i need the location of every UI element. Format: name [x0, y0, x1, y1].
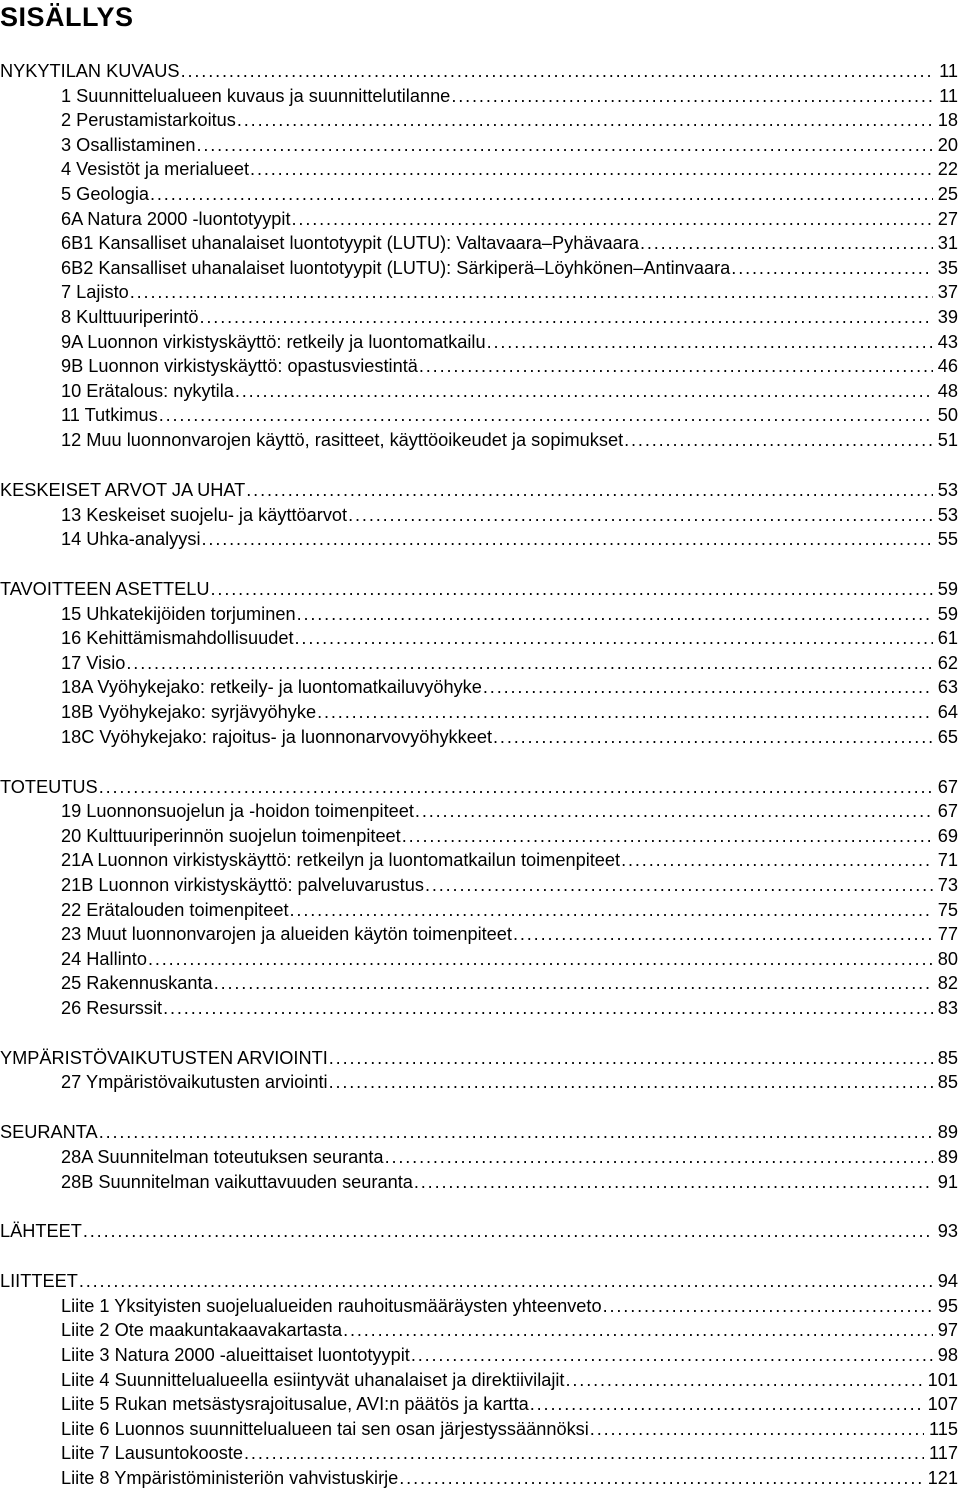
- toc-page-number: 69: [937, 826, 958, 846]
- toc-dot-leader: [295, 626, 933, 650]
- toc-page-number: 75: [937, 900, 958, 920]
- toc-entry-title: Liite 8 Ympäristöministeriön vahvistuskirje: [61, 1468, 399, 1488]
- toc-page-number: 63: [937, 677, 958, 697]
- toc-dot-leader: [329, 1046, 933, 1070]
- toc-page-number: 55: [937, 529, 958, 549]
- toc-dot-leader: [181, 59, 935, 83]
- toc-entry-title: 14 Uhka-analyysi: [61, 529, 201, 549]
- toc-entry-title: 23 Muut luonnonvarojen ja alueiden käytön toimenpiteet: [61, 924, 512, 944]
- toc-entry-title: LIITTEET: [0, 1271, 78, 1291]
- toc-dot-leader: [196, 133, 932, 157]
- toc-dot-leader: [624, 428, 933, 452]
- toc-subsection-link[interactable]: [61, 1392, 958, 1416]
- toc-dot-leader: [731, 256, 932, 280]
- toc-entry-title: 22 Erätalouden toimenpiteet: [61, 900, 289, 920]
- toc-page-number: 43: [937, 332, 958, 352]
- toc-entry-title: 17 Visio: [61, 653, 126, 673]
- toc-subsection-link[interactable]: [61, 626, 958, 650]
- toc-subsection-link[interactable]: [61, 182, 958, 206]
- toc-subsection-link[interactable]: [61, 1294, 958, 1318]
- toc-dot-leader: [211, 577, 933, 601]
- toc-subsection-link[interactable]: [61, 231, 958, 255]
- toc-entry-title: YMPÄRISTÖVAIKUTUSTEN ARVIOINTI: [0, 1048, 328, 1068]
- toc-entry-title: 19 Luonnonsuojelun ja -hoidon toimenpiteet: [61, 801, 414, 821]
- toc-entry-title: 28A Suunnitelman toteutuksen seuranta: [61, 1147, 384, 1167]
- toc-dot-leader: [317, 700, 933, 724]
- toc-entry-title: LÄHTEET: [0, 1221, 82, 1241]
- toc-subsection-link[interactable]: [61, 971, 958, 995]
- toc-entry-title: 25 Rakennuskanta: [61, 973, 213, 993]
- toc-subsection-link[interactable]: [61, 256, 958, 280]
- toc-subsection-link[interactable]: [61, 1145, 958, 1169]
- toc-entry-title: 21A Luonnon virkistyskäyttö: retkeilyn ja luontomatkailun toimenpiteet: [61, 850, 621, 870]
- toc-dot-leader: [214, 971, 933, 995]
- toc-page-number: 83: [937, 998, 958, 1018]
- toc-subsection-link[interactable]: [61, 527, 958, 551]
- toc-entry-title: 26 Resurssit: [61, 998, 163, 1018]
- toc-entry-title: 28B Suunnitelman vaikuttavuuden seuranta: [61, 1172, 413, 1192]
- toc-page-number: 20: [937, 135, 958, 155]
- toc-subsection-link[interactable]: [61, 1318, 958, 1342]
- toc-page-number: 51: [937, 430, 958, 450]
- toc-entry-title: 12 Muu luonnonvarojen käyttö, rasitteet, käyttöoikeudet ja sopimukset: [61, 430, 624, 450]
- toc-dot-leader: [246, 478, 932, 502]
- toc-page-number: 62: [937, 653, 958, 673]
- toc-subsection-link[interactable]: [61, 848, 958, 872]
- toc-dot-leader: [513, 922, 933, 946]
- toc-section-link[interactable]: [0, 1269, 958, 1293]
- toc-entry-title: 27 Ympäristövaikutusten arviointi: [61, 1072, 328, 1092]
- toc-subsection-link[interactable]: [61, 330, 958, 354]
- toc-entry-title: 13 Keskeiset suojelu- ja käyttöarvot: [61, 505, 348, 525]
- toc-entry-title: 8 Kulttuuriperintö: [61, 307, 199, 327]
- toc-dot-leader: [348, 503, 933, 527]
- toc-page-number: 39: [937, 307, 958, 327]
- toc-page-number: 115: [929, 1419, 958, 1439]
- toc-page-number: 101: [927, 1370, 958, 1390]
- toc-page-number: 11: [939, 61, 958, 81]
- toc-page-number: 97: [937, 1320, 958, 1340]
- toc-subsection-link[interactable]: [61, 207, 958, 231]
- toc-entry-title: SEURANTA: [0, 1122, 98, 1142]
- toc-subsection-link[interactable]: [61, 503, 958, 527]
- toc-dot-leader: [200, 305, 933, 329]
- toc-page-number: 48: [937, 381, 958, 401]
- toc-subsection-link[interactable]: [61, 1466, 958, 1490]
- toc-dot-leader: [99, 1120, 933, 1144]
- toc-subsection-link[interactable]: [61, 1343, 958, 1367]
- toc-entry-title: 21B Luonnon virkistyskäyttö: palveluvarustus: [61, 875, 424, 895]
- toc-entry-title: 6A Natura 2000 -luontotyypit: [61, 209, 291, 229]
- toc-entry-title: Liite 1 Yksityisten suojelualueiden rauhoitusmääräysten yhteenveto: [61, 1296, 602, 1316]
- toc-page-number: 53: [937, 505, 958, 525]
- toc-entry-title: NYKYTILAN KUVAUS: [0, 61, 180, 81]
- toc-dot-leader: [99, 775, 933, 799]
- toc-entry-title: Liite 6 Luonnos suunnittelualueen tai sen osan järjestyssäännöksi: [61, 1419, 589, 1439]
- toc-subsection-link[interactable]: [61, 996, 958, 1020]
- toc-page-number: 67: [937, 801, 958, 821]
- toc-page-number: 31: [937, 233, 958, 253]
- toc-dot-leader: [163, 996, 933, 1020]
- toc-dot-leader: [150, 182, 933, 206]
- toc-page-number: 80: [937, 949, 958, 969]
- toc-dot-leader: [148, 947, 933, 971]
- toc-dot-leader: [402, 824, 933, 848]
- toc-page-number: 59: [937, 604, 958, 624]
- toc-page-number: 89: [937, 1147, 958, 1167]
- toc-dot-leader: [244, 1441, 924, 1465]
- toc-subsection-link[interactable]: [61, 947, 958, 971]
- toc-subsection-link[interactable]: [61, 1441, 958, 1465]
- toc-dot-leader: [590, 1417, 924, 1441]
- toc-section-link[interactable]: [0, 1219, 958, 1243]
- toc-dot-leader: [493, 725, 933, 749]
- toc-subsection-link[interactable]: [61, 1417, 958, 1441]
- toc-subsection-link[interactable]: [61, 379, 958, 403]
- toc-subsection-link[interactable]: [61, 922, 958, 946]
- toc-dot-leader: [343, 1318, 933, 1342]
- toc-section-link[interactable]: [0, 775, 958, 799]
- toc-entry-title: 3 Osallistaminen: [61, 135, 196, 155]
- toc-entry-title: TOTEUTUS: [0, 777, 98, 797]
- toc-subsection-link[interactable]: [61, 403, 958, 427]
- toc-page-number: 98: [937, 1345, 958, 1365]
- toc-entry-title: 6B1 Kansalliset uhanalaiset luontotyypit (LUTU): Valtavaara–Pyhävaara: [61, 233, 639, 253]
- toc-subsection-link[interactable]: [61, 428, 958, 452]
- toc-dot-leader: [530, 1392, 923, 1416]
- toc-section-link[interactable]: [0, 577, 958, 601]
- toc-entry-title: 4 Vesistöt ja merialueet: [61, 159, 250, 179]
- toc-subsection-link[interactable]: [61, 305, 958, 329]
- toc-subsection-link[interactable]: [61, 1170, 958, 1194]
- toc-page-number: 91: [937, 1172, 958, 1192]
- toc-dot-leader: [292, 207, 933, 231]
- toc-section-link[interactable]: [0, 1046, 958, 1070]
- toc-dot-leader: [566, 1368, 923, 1392]
- toc-page-number: 117: [929, 1443, 958, 1463]
- toc-dot-leader: [329, 1070, 933, 1094]
- toc-dot-leader: [621, 848, 933, 872]
- toc-entry-title: Liite 2 Ote maakuntakaavakartasta: [61, 1320, 343, 1340]
- toc-subsection-link[interactable]: [61, 651, 958, 675]
- toc-entry-title: 20 Kulttuuriperinnön suojelun toimenpiteet: [61, 826, 401, 846]
- toc-dot-leader: [603, 1294, 933, 1318]
- toc-dot-leader: [250, 157, 933, 181]
- toc-dot-leader: [126, 651, 932, 675]
- toc-dot-leader: [451, 84, 934, 108]
- toc-entry-title: Liite 5 Rukan metsästysrajoitusalue, AVI:n päätös ja kartta: [61, 1394, 529, 1414]
- toc-page-number: 59: [937, 579, 958, 599]
- toc-entry-title: 1 Suunnittelualueen kuvaus ja suunnittelutilanne: [61, 86, 451, 106]
- toc-subsection-link[interactable]: [61, 133, 958, 157]
- toc-page-number: 95: [937, 1296, 958, 1316]
- toc-page-number: 35: [937, 258, 958, 278]
- toc-subsection-link[interactable]: [61, 799, 958, 823]
- toc-page-number: 71: [937, 850, 958, 870]
- toc-dot-leader: [425, 873, 933, 897]
- toc-section-link[interactable]: [0, 1120, 958, 1144]
- toc-page-number: 73: [937, 875, 958, 895]
- toc-entry-title: 24 Hallinto: [61, 949, 147, 969]
- toc-page-number: 50: [937, 405, 958, 425]
- toc-subsection-link[interactable]: [61, 108, 958, 132]
- toc-page-number: 67: [937, 777, 958, 797]
- toc-entry-title: Liite 4 Suunnittelualueella esiintyvät uhanalaiset ja direktiivilajit: [61, 1370, 565, 1390]
- toc-page-number: 121: [927, 1468, 958, 1488]
- toc-entry-title: Liite 7 Lausuntokooste: [61, 1443, 244, 1463]
- toc-page-number: 22: [937, 159, 958, 179]
- toc-entry-title: 11 Tutkimus: [61, 405, 158, 425]
- toc-entry-title: 18C Vyöhykejako: rajoitus- ja luonnonarvovyöhykkeet: [61, 727, 493, 747]
- toc-subsection-link[interactable]: [61, 725, 958, 749]
- toc-subsection-link[interactable]: [61, 1368, 958, 1392]
- toc-entry-title: 5 Geologia: [61, 184, 149, 204]
- toc-page-number: 82: [937, 973, 958, 993]
- toc-subsection-link[interactable]: [61, 602, 958, 626]
- toc-subsection-link[interactable]: [61, 84, 958, 108]
- toc-entry-title: TAVOITTEEN ASETTELU: [0, 579, 210, 599]
- toc-subsection-link[interactable]: [61, 280, 958, 304]
- toc-page-number: 93: [937, 1221, 958, 1241]
- toc-section-link[interactable]: [0, 478, 958, 502]
- toc-section-link[interactable]: [0, 59, 958, 83]
- toc-entry-title: 6B2 Kansalliset uhanalaiset luontotyypit (LUTU): Särkiperä–Löyhkönen–Antinvaara: [61, 258, 731, 278]
- toc-subsection-link[interactable]: [61, 873, 958, 897]
- toc-entry-title: 2 Perustamistarkoitus: [61, 110, 236, 130]
- toc-dot-leader: [399, 1466, 922, 1490]
- toc-subsection-link[interactable]: [61, 700, 958, 724]
- toc-page-number: 77: [937, 924, 958, 944]
- toc-entry-title: KESKEISET ARVOT JA UHAT: [0, 480, 246, 500]
- toc-entry-title: 7 Lajisto: [61, 282, 129, 302]
- toc-entry-title: Liite 3 Natura 2000 -alueittaiset luontotyypit: [61, 1345, 410, 1365]
- toc-subsection-link[interactable]: [61, 354, 958, 378]
- toc-dot-leader: [130, 280, 933, 304]
- toc-page-number: 65: [937, 727, 958, 747]
- toc-entry-title: 18B Vyöhykejako: syrjävyöhyke: [61, 702, 317, 722]
- toc-page-number: 107: [927, 1394, 958, 1414]
- toc-entry-title: 9B Luonnon virkistyskäyttö: opastusviestintä: [61, 356, 418, 376]
- toc-page-number: 27: [937, 209, 958, 229]
- toc-dot-leader: [483, 675, 933, 699]
- toc-dot-leader: [640, 231, 933, 255]
- toc-entry-title: 18A Vyöhykejako: retkeily- ja luontomatkailuvyöhyke: [61, 677, 482, 697]
- toc-dot-leader: [385, 1145, 933, 1169]
- toc-entry-title: 10 Erätalous: nykytila: [61, 381, 234, 401]
- toc-subsection-link[interactable]: [61, 898, 958, 922]
- toc-page-number: 85: [937, 1048, 958, 1068]
- toc-dot-leader: [159, 403, 933, 427]
- toc-page-number: 11: [939, 86, 958, 106]
- toc-entry-title: 16 Kehittämismahdollisuudet: [61, 628, 294, 648]
- toc-entry-title: 15 Uhkatekijöiden torjuminen: [61, 604, 296, 624]
- toc-subsection-link[interactable]: [61, 824, 958, 848]
- toc-dot-leader: [297, 602, 933, 626]
- toc-page-number: 53: [937, 480, 958, 500]
- toc-dot-leader: [411, 1343, 933, 1367]
- toc-page-number: 64: [937, 702, 958, 722]
- toc-dot-leader: [83, 1219, 933, 1243]
- toc-page-number: 18: [937, 110, 958, 130]
- toc-page-number: 94: [937, 1271, 958, 1291]
- page-title: SISÄLLYS: [0, 2, 134, 32]
- toc-dot-leader: [235, 379, 933, 403]
- toc-dot-leader: [414, 1170, 933, 1194]
- toc-entry-title: 9A Luonnon virkistyskäyttö: retkeily ja luontomatkailu: [61, 332, 486, 352]
- toc-page-number: 25: [937, 184, 958, 204]
- toc-dot-leader: [79, 1269, 933, 1293]
- toc-subsection-link[interactable]: [61, 1070, 958, 1094]
- toc-dot-leader: [202, 527, 933, 551]
- toc-page-number: 37: [937, 282, 958, 302]
- toc-dot-leader: [419, 354, 933, 378]
- toc-page-number: 46: [937, 356, 958, 376]
- toc-page-number: 61: [937, 628, 958, 648]
- toc-subsection-link[interactable]: [61, 675, 958, 699]
- toc-dot-leader: [487, 330, 933, 354]
- toc-dot-leader: [415, 799, 933, 823]
- toc-page-number: 89: [937, 1122, 958, 1142]
- toc-dot-leader: [237, 108, 933, 132]
- toc-dot-leader: [290, 898, 933, 922]
- toc-page-number: 85: [937, 1072, 958, 1092]
- toc-subsection-link[interactable]: [61, 157, 958, 181]
